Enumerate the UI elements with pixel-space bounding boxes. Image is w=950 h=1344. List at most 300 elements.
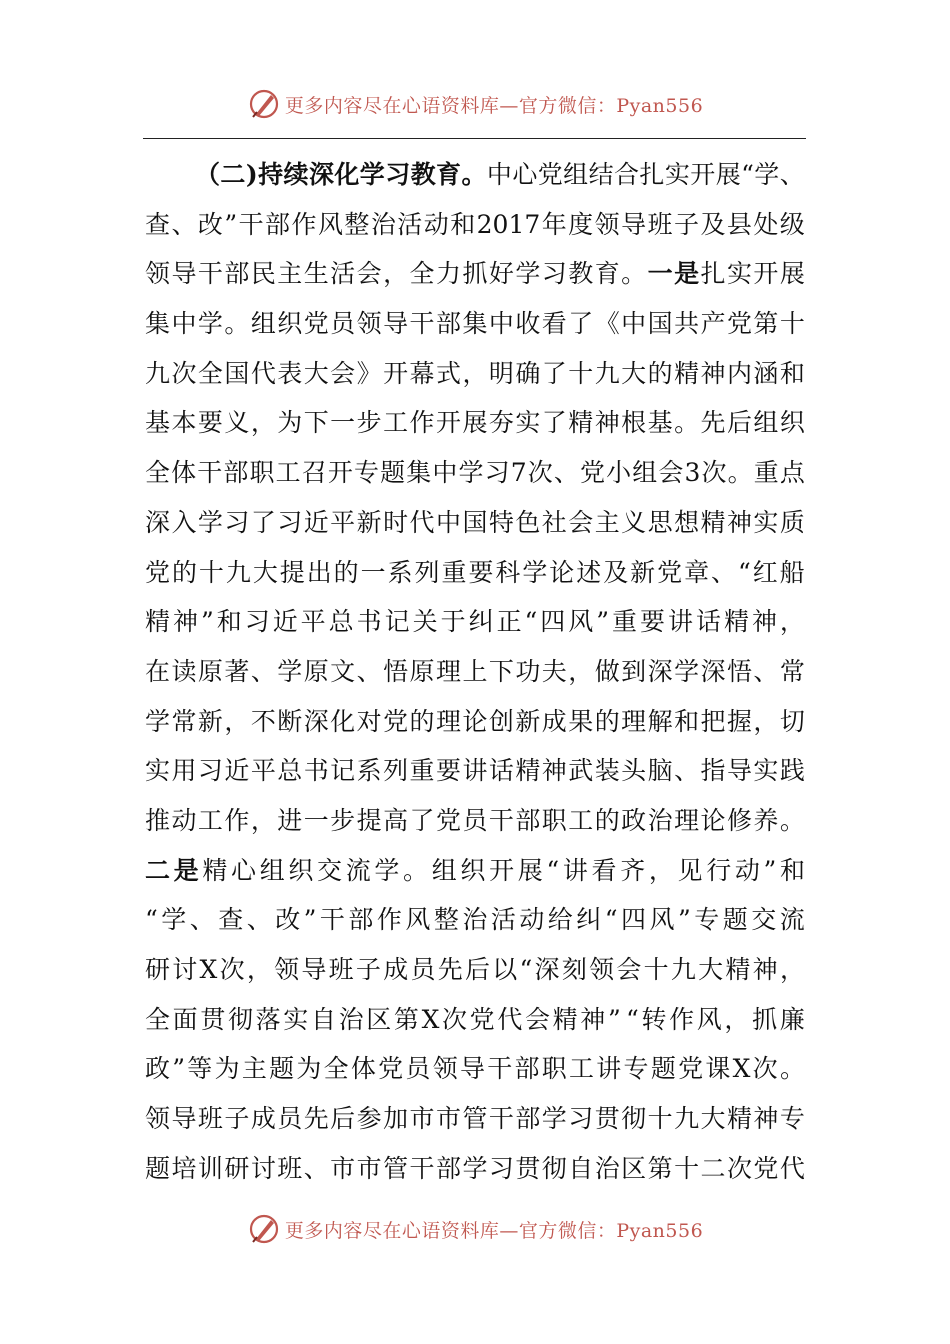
glyph: 习 bbox=[197, 756, 223, 786]
glyph: 神 bbox=[726, 507, 752, 537]
text-line bbox=[145, 349, 805, 399]
glyph: 装 bbox=[594, 756, 620, 786]
glyph: 国 bbox=[462, 507, 488, 537]
glyph: 贯 bbox=[200, 1004, 226, 1034]
glyph: 精 bbox=[202, 855, 228, 885]
glyph: 员 bbox=[405, 1054, 431, 1084]
glyph: 上 bbox=[462, 656, 488, 686]
glyph: 大 bbox=[698, 955, 724, 984]
glyph: ” bbox=[677, 905, 691, 935]
glyph: 解 bbox=[647, 706, 673, 736]
text-line bbox=[145, 1094, 805, 1144]
glyph: 开 bbox=[753, 259, 779, 289]
banner-text: 更多内容尽在心语资料库—官方微信：Pyan556 bbox=[284, 1219, 704, 1242]
glyph: 查 bbox=[218, 905, 244, 935]
glyph: 讲 bbox=[667, 607, 693, 637]
glyph: ， bbox=[753, 706, 779, 736]
glyph: 学 bbox=[458, 458, 484, 488]
glyph: 以 bbox=[492, 955, 518, 984]
glyph: 专 bbox=[623, 1054, 649, 1084]
glyph: 党 bbox=[435, 805, 461, 835]
glyph: 导 bbox=[171, 1104, 197, 1134]
glyph: ， bbox=[224, 706, 250, 736]
glyph: 干 bbox=[488, 805, 514, 835]
glyph: 市 bbox=[356, 1153, 382, 1183]
glyph: 深 bbox=[647, 656, 673, 686]
glyph: 。 bbox=[674, 408, 700, 438]
glyph: 重 bbox=[409, 756, 435, 786]
glyph: 理 bbox=[621, 706, 647, 736]
glyph: 主 bbox=[277, 259, 303, 289]
glyph: 部 bbox=[435, 1153, 461, 1183]
glyph: 题 bbox=[145, 1153, 171, 1183]
glyph: 讨 bbox=[172, 955, 198, 984]
glyph: 理 bbox=[674, 805, 700, 835]
glyph: 组 bbox=[753, 408, 779, 438]
bold-glyph: 续 bbox=[283, 160, 309, 189]
glyph: 原 bbox=[197, 656, 223, 686]
glyph: 新 bbox=[515, 706, 541, 736]
glyph: 织 bbox=[288, 855, 314, 885]
glyph: 涵 bbox=[753, 358, 779, 388]
glyph: 风 bbox=[405, 905, 431, 935]
glyph: 要 bbox=[197, 408, 223, 438]
glyph: 刻 bbox=[561, 955, 587, 984]
glyph: 党 bbox=[383, 706, 409, 736]
glyph: 思 bbox=[647, 507, 673, 537]
glyph: 要 bbox=[435, 756, 461, 786]
glyph: 十 bbox=[674, 1153, 700, 1183]
glyph: 对 bbox=[356, 706, 382, 736]
glyph: 班 bbox=[197, 1104, 223, 1134]
glyph: 产 bbox=[700, 309, 726, 339]
glyph: 明 bbox=[488, 358, 514, 388]
glyph: 大 bbox=[303, 358, 329, 388]
glyph: 九 bbox=[225, 557, 251, 587]
glyph: 实 bbox=[753, 507, 779, 537]
glyph: 讲 bbox=[562, 855, 588, 885]
glyph: 重 bbox=[612, 607, 638, 637]
glyph: 干 bbox=[238, 209, 264, 239]
text-line bbox=[145, 945, 805, 995]
glyph: 义 bbox=[621, 507, 647, 537]
glyph: 职 bbox=[541, 805, 567, 835]
bold-glyph: 教 bbox=[410, 160, 436, 189]
glyph: 中 bbox=[432, 458, 458, 488]
glyph: 著 bbox=[224, 656, 250, 686]
glyph: 习 bbox=[568, 1104, 594, 1134]
glyph: 开 bbox=[383, 358, 409, 388]
text-line bbox=[145, 895, 805, 945]
glyph: 动 bbox=[171, 805, 197, 835]
glyph: 精 bbox=[725, 955, 751, 984]
glyph: 主 bbox=[594, 507, 620, 537]
text-line bbox=[145, 548, 805, 598]
glyph: 深 bbox=[534, 955, 560, 984]
glyph: 度 bbox=[568, 209, 594, 239]
glyph: 第 bbox=[753, 309, 779, 339]
glyph: 动 bbox=[423, 209, 449, 239]
glyph: 要 bbox=[468, 557, 494, 587]
glyph: 学 bbox=[674, 656, 700, 686]
glyph: 改 bbox=[197, 209, 223, 239]
glyph: 大 bbox=[252, 557, 278, 587]
glyph: 转 bbox=[641, 1004, 667, 1034]
glyph: 力 bbox=[435, 259, 461, 289]
glyph: 化 bbox=[330, 706, 356, 736]
glyph: “ bbox=[524, 607, 538, 637]
glyph: 员 bbox=[277, 1104, 303, 1134]
glyph: 平 bbox=[300, 607, 326, 637]
glyph: 风 bbox=[649, 905, 675, 935]
bold-glyph: 是 bbox=[674, 259, 700, 289]
glyph: 全 bbox=[197, 358, 223, 388]
glyph: X bbox=[732, 1054, 751, 1084]
glyph: ， bbox=[246, 955, 272, 984]
glyph: 及 bbox=[603, 557, 629, 587]
glyph: 、 bbox=[250, 656, 276, 686]
glyph: 学 bbox=[515, 259, 541, 289]
glyph: 实 bbox=[726, 259, 752, 289]
glyph: 武 bbox=[568, 756, 594, 786]
glyph: 党 bbox=[678, 1054, 704, 1084]
glyph: 治 bbox=[647, 805, 673, 835]
glyph: 。 bbox=[779, 805, 805, 835]
glyph: 学 bbox=[277, 656, 303, 686]
bold-glyph: 一 bbox=[647, 259, 673, 289]
glyph: 和 bbox=[674, 706, 700, 736]
glyph: 新 bbox=[356, 507, 382, 537]
glyph: 工 bbox=[383, 408, 409, 438]
glyph: 训 bbox=[197, 1153, 223, 1183]
glyph: “ bbox=[741, 160, 754, 189]
glyph: ， bbox=[462, 358, 488, 388]
text-line bbox=[145, 1044, 805, 1094]
glyph: 质 bbox=[779, 507, 805, 537]
glyph: 代 bbox=[250, 358, 276, 388]
glyph: 治 bbox=[370, 209, 396, 239]
glyph: 十 bbox=[647, 1104, 673, 1134]
glyph: 共 bbox=[674, 309, 700, 339]
glyph: “ bbox=[737, 557, 751, 587]
glyph: ， bbox=[779, 955, 805, 984]
glyph: 部 bbox=[348, 905, 374, 935]
glyph: 悟 bbox=[726, 656, 752, 686]
glyph: 看 bbox=[541, 309, 567, 339]
glyph: 次 bbox=[442, 1004, 468, 1034]
glyph: 的 bbox=[594, 805, 620, 835]
glyph: 教 bbox=[568, 259, 594, 289]
glyph: 年 bbox=[541, 209, 567, 239]
glyph: 先 bbox=[700, 408, 726, 438]
glyph: 织 bbox=[277, 309, 303, 339]
glyph: 把 bbox=[700, 706, 726, 736]
glyph: 记 bbox=[330, 756, 356, 786]
glyph: 内 bbox=[726, 358, 752, 388]
glyph: 改 bbox=[275, 905, 301, 935]
glyph: 社 bbox=[541, 507, 567, 537]
bold-glyph: 二 bbox=[220, 160, 246, 189]
glyph: 学 bbox=[145, 706, 171, 736]
glyph: 领 bbox=[356, 309, 382, 339]
glyph: 干 bbox=[197, 458, 223, 488]
glyph: 题 bbox=[650, 1054, 676, 1084]
glyph: 基 bbox=[647, 408, 673, 438]
glyph: 织 bbox=[460, 855, 486, 885]
glyph: 纠 bbox=[468, 607, 494, 637]
text-line bbox=[145, 1144, 805, 1194]
glyph: 整 bbox=[433, 905, 459, 935]
glyph: 中 bbox=[486, 160, 512, 189]
glyph: “ bbox=[519, 955, 533, 984]
glyph: 风 bbox=[696, 1004, 722, 1034]
glyph: 习 bbox=[484, 458, 510, 488]
glyph: 习 bbox=[541, 259, 567, 289]
glyph: 扎 bbox=[700, 259, 726, 289]
glyph: ” bbox=[303, 905, 317, 935]
glyph: 动 bbox=[734, 855, 760, 885]
glyph: 党 bbox=[726, 309, 752, 339]
glyph: 活 bbox=[490, 905, 516, 935]
glyph: 员 bbox=[330, 309, 356, 339]
document-body bbox=[145, 150, 805, 1193]
glyph: 干 bbox=[409, 309, 435, 339]
glyph: 流 bbox=[345, 855, 371, 885]
glyph: 2017 bbox=[476, 209, 541, 239]
glyph: 导 bbox=[383, 309, 409, 339]
glyph: 幕 bbox=[409, 358, 435, 388]
glyph: 悟 bbox=[383, 656, 409, 686]
glyph: 成 bbox=[250, 1104, 276, 1134]
glyph: 党 bbox=[469, 1004, 495, 1034]
glyph: 脑 bbox=[647, 756, 673, 786]
glyph: 整 bbox=[344, 209, 370, 239]
glyph: 工 bbox=[568, 805, 594, 835]
glyph: 会 bbox=[568, 507, 594, 537]
glyph: 次 bbox=[219, 955, 245, 984]
glyph: 风 bbox=[568, 607, 594, 637]
glyph: 党 bbox=[580, 458, 606, 488]
glyph: 管 bbox=[462, 1104, 488, 1134]
glyph: 述 bbox=[576, 557, 602, 587]
glyph: 区 bbox=[366, 1004, 392, 1034]
glyph: 领 bbox=[145, 1104, 171, 1134]
glyph: 贯 bbox=[515, 1153, 541, 1183]
glyph: 了 bbox=[409, 805, 435, 835]
glyph: 部 bbox=[224, 259, 250, 289]
glyph: 组 bbox=[250, 309, 276, 339]
glyph: 于 bbox=[440, 607, 466, 637]
glyph: 指 bbox=[700, 756, 726, 786]
bold-glyph: 深 bbox=[308, 160, 334, 189]
glyph: 彻 bbox=[621, 1104, 647, 1134]
glyph: 后 bbox=[330, 1104, 356, 1134]
glyph: 集 bbox=[462, 309, 488, 339]
glyph: 学 bbox=[197, 309, 223, 339]
glyph: 四 bbox=[621, 905, 647, 935]
glyph: ， bbox=[383, 259, 409, 289]
text-line bbox=[145, 846, 805, 896]
glyph: 近 bbox=[272, 607, 298, 637]
glyph: 工 bbox=[197, 805, 223, 835]
glyph: 红 bbox=[752, 557, 778, 587]
glyph: 船 bbox=[779, 557, 805, 587]
glyph: 作 bbox=[224, 805, 250, 835]
header-rule bbox=[143, 138, 806, 139]
glyph: 中 bbox=[435, 507, 461, 537]
glyph: 和 bbox=[779, 358, 805, 388]
glyph: 用 bbox=[171, 756, 197, 786]
glyph: 县 bbox=[726, 209, 752, 239]
glyph: 表 bbox=[277, 358, 303, 388]
glyph: 风 bbox=[317, 209, 343, 239]
glyph: 代 bbox=[497, 1004, 523, 1034]
glyph: 作 bbox=[376, 905, 402, 935]
glyph: 导 bbox=[726, 756, 752, 786]
glyph: 政 bbox=[145, 1054, 171, 1084]
glyph: 导 bbox=[301, 955, 327, 984]
glyph: 自 bbox=[568, 1153, 594, 1183]
glyph: 第 bbox=[393, 1004, 419, 1034]
glyph: 了 bbox=[541, 408, 567, 438]
glyph: “ bbox=[546, 855, 560, 885]
glyph: 全 bbox=[323, 1054, 349, 1084]
glyph: 成 bbox=[541, 706, 567, 736]
bold-glyph: 是 bbox=[173, 855, 199, 885]
glyph: 展 bbox=[462, 408, 488, 438]
glyph: 全 bbox=[145, 458, 171, 488]
glyph: 落 bbox=[255, 1004, 281, 1034]
glyph: 作 bbox=[291, 209, 317, 239]
glyph: 步 bbox=[356, 408, 382, 438]
glyph: 民 bbox=[250, 259, 276, 289]
text-line bbox=[145, 398, 805, 448]
glyph: 开 bbox=[489, 855, 515, 885]
glyph: 部 bbox=[515, 1104, 541, 1134]
glyph: 一 bbox=[330, 408, 356, 438]
glyph: 查 bbox=[145, 209, 171, 239]
glyph: 原 bbox=[303, 656, 329, 686]
glyph: 会 bbox=[616, 955, 642, 984]
glyph: 加 bbox=[383, 1104, 409, 1134]
glyph: 第 bbox=[647, 1153, 673, 1183]
glyph: 、 bbox=[753, 656, 779, 686]
glyph: 集 bbox=[406, 458, 432, 488]
glyph: 展 bbox=[779, 259, 805, 289]
glyph: 次 bbox=[752, 1054, 778, 1084]
glyph: 论 bbox=[462, 706, 488, 736]
glyph: 习 bbox=[224, 507, 250, 537]
glyph: 深 bbox=[145, 507, 171, 537]
glyph: 文 bbox=[330, 656, 356, 686]
glyph: 精 bbox=[723, 607, 749, 637]
glyph: 、 bbox=[171, 209, 197, 239]
glyph: X bbox=[421, 1004, 440, 1034]
glyph: 确 bbox=[515, 358, 541, 388]
glyph: 的 bbox=[409, 706, 435, 736]
glyph: 扎 bbox=[639, 160, 665, 189]
glyph: 研 bbox=[224, 1153, 250, 1183]
glyph: 治 bbox=[462, 905, 488, 935]
glyph: 贯 bbox=[594, 1104, 620, 1134]
glyph: 精 bbox=[552, 1004, 578, 1034]
glyph: 推 bbox=[145, 805, 171, 835]
glyph: 集 bbox=[145, 309, 171, 339]
glyph: 精 bbox=[515, 756, 541, 786]
glyph: 神 bbox=[580, 1004, 606, 1034]
glyph: 后 bbox=[726, 408, 752, 438]
glyph: 学 bbox=[522, 557, 548, 587]
glyph: 常 bbox=[171, 706, 197, 736]
glyph: 九 bbox=[594, 358, 620, 388]
glyph: 参 bbox=[356, 1104, 382, 1134]
glyph: 领 bbox=[145, 259, 171, 289]
glyph: 专 bbox=[354, 458, 380, 488]
glyph: 部 bbox=[515, 805, 541, 835]
text-line bbox=[145, 697, 805, 747]
glyph: 部 bbox=[265, 209, 291, 239]
banner-text: 更多内容尽在心语资料库—官方微信：Pyan556 bbox=[284, 94, 704, 117]
glyph: 市 bbox=[330, 1153, 356, 1183]
glyph: 系 bbox=[387, 557, 413, 587]
glyph: 切 bbox=[779, 706, 805, 736]
glyph: ” bbox=[172, 1054, 186, 1084]
glyph: 记 bbox=[384, 607, 410, 637]
text-line bbox=[145, 746, 805, 796]
glyph: ， bbox=[568, 656, 594, 686]
footer-banner bbox=[0, 1209, 950, 1249]
glyph: 课 bbox=[705, 1054, 731, 1084]
glyph: 党 bbox=[145, 557, 171, 587]
glyph: 为 bbox=[214, 1054, 240, 1084]
glyph: 子 bbox=[673, 209, 699, 239]
glyph: 做 bbox=[594, 656, 620, 686]
glyph: 抓 bbox=[752, 1004, 778, 1034]
glyph: 会 bbox=[658, 458, 684, 488]
glyph: 实 bbox=[283, 1004, 309, 1034]
glyph: 中 bbox=[621, 309, 647, 339]
glyph: 握 bbox=[726, 706, 752, 736]
glyph: 的 bbox=[171, 557, 197, 587]
glyph: 精 bbox=[674, 358, 700, 388]
glyph: 、 bbox=[674, 756, 700, 786]
glyph: 职 bbox=[249, 458, 275, 488]
glyph: 《 bbox=[594, 309, 620, 339]
glyph: 结 bbox=[588, 160, 614, 189]
glyph: 、 bbox=[356, 656, 382, 686]
glyph: 行 bbox=[706, 855, 732, 885]
glyph: 精 bbox=[145, 607, 171, 637]
glyph: 员 bbox=[462, 805, 488, 835]
glyph: 总 bbox=[328, 607, 354, 637]
text-line bbox=[145, 796, 805, 846]
glyph: 见 bbox=[677, 855, 703, 885]
bold-glyph: 二 bbox=[145, 855, 171, 885]
glyph: 开 bbox=[690, 160, 716, 189]
glyph: 党 bbox=[537, 160, 563, 189]
glyph: 入 bbox=[171, 507, 197, 537]
glyph: 系 bbox=[356, 756, 382, 786]
glyph: 职 bbox=[541, 1054, 567, 1084]
text-line bbox=[145, 597, 805, 647]
bold-glyph: ) bbox=[245, 160, 258, 189]
glyph: 神 bbox=[700, 358, 726, 388]
glyph: 动 bbox=[519, 905, 545, 935]
glyph: 管 bbox=[383, 1153, 409, 1183]
glyph: 成 bbox=[383, 955, 409, 984]
glyph: 班 bbox=[328, 955, 354, 984]
glyph: 干 bbox=[409, 1153, 435, 1183]
